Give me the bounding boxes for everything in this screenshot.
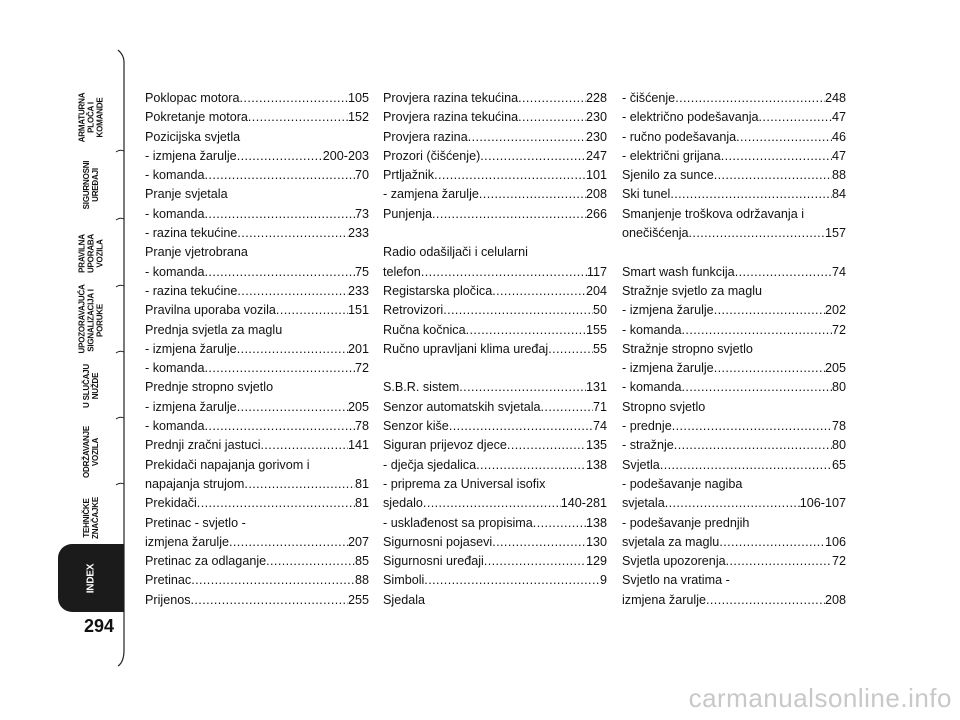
index-entry xyxy=(383,301,607,320)
index-entry xyxy=(622,89,846,108)
index-entry xyxy=(622,591,846,610)
tab-label: ODRŽAVANJE VOZILA xyxy=(82,426,100,478)
entry-page-number: 72 xyxy=(831,322,846,337)
entry-page-number: 74 xyxy=(831,264,846,279)
entry-page-number: 135 xyxy=(585,438,607,453)
index-entry xyxy=(622,494,846,513)
tab-label: SIGURNOSNI UREĐAJI xyxy=(82,160,100,210)
index-entry xyxy=(622,456,846,475)
entry-leader-dots xyxy=(244,475,355,494)
tab-tehnicke-znacajke[interactable] xyxy=(58,485,124,551)
entry-term: - komanda xyxy=(145,168,205,183)
index-heading: Radio odašiljači i celularni xyxy=(383,245,528,260)
index-entry xyxy=(383,321,607,340)
entry-page-number: 204 xyxy=(585,283,607,298)
entry-page-number: 201 xyxy=(347,341,369,356)
entry-term: napajanja strujom xyxy=(145,476,245,491)
index-entry xyxy=(145,108,369,127)
entry-term: - ručno podešavanja xyxy=(622,129,737,144)
entry-term: - izmjena žarulje xyxy=(622,361,714,376)
index-entry xyxy=(622,166,846,185)
index-entry xyxy=(622,185,846,204)
entry-page-number: 157 xyxy=(824,226,846,241)
entry-term: - komanda xyxy=(145,206,205,221)
entry-page-number: 141 xyxy=(347,438,369,453)
index-entry xyxy=(622,128,846,147)
index-entry xyxy=(622,378,846,397)
entry-page-number: 155 xyxy=(585,322,607,337)
entry-term: sjedalo xyxy=(383,496,423,511)
entry-leader-dots xyxy=(682,378,832,397)
tab-u-slucaju-nuzde[interactable] xyxy=(58,353,124,419)
entry-term: Senzor kiše xyxy=(383,419,449,434)
entry-term: - komanda xyxy=(622,380,682,395)
entry-term: Siguran prijevoz djece xyxy=(383,438,507,453)
index-entry xyxy=(383,398,607,417)
entry-page-number: 80 xyxy=(831,438,846,453)
index-entry xyxy=(383,263,607,282)
entry-leader-dots xyxy=(518,89,586,108)
entry-term: - električno podešavanja xyxy=(622,110,759,125)
entry-page-number: 88 xyxy=(354,573,369,588)
entry-leader-dots xyxy=(237,398,348,417)
entry-term: Pretinac za odlaganje xyxy=(145,554,267,569)
entry-term: Ručno upravljani klima uređaj xyxy=(383,341,549,356)
entry-term: telefon xyxy=(383,264,421,279)
index-entry xyxy=(145,301,369,320)
chapter-sidebar xyxy=(0,0,130,720)
tab-index[interactable] xyxy=(58,544,124,612)
index-entry xyxy=(383,340,607,359)
entry-page-number: 81 xyxy=(354,496,369,511)
index-entry xyxy=(383,147,607,166)
entry-leader-dots xyxy=(675,89,825,108)
entry-leader-dots xyxy=(726,552,832,571)
entry-page-number: 200-203 xyxy=(322,148,369,163)
index-entry xyxy=(622,301,846,320)
index-entry xyxy=(145,494,369,513)
index-entry xyxy=(145,417,369,436)
index-entry xyxy=(622,147,846,166)
index-entry xyxy=(145,398,369,417)
index-entry xyxy=(383,552,607,571)
index-entry xyxy=(383,128,607,147)
entry-page-number: 138 xyxy=(585,515,607,530)
entry-page-number: 205 xyxy=(347,399,369,414)
entry-leader-dots xyxy=(476,456,586,475)
index-entry xyxy=(622,436,846,455)
entry-term: - razina tekućine xyxy=(145,283,238,298)
entry-leader-dots xyxy=(229,533,348,552)
index-entry xyxy=(622,359,846,378)
entry-leader-dots xyxy=(432,205,586,224)
entry-page-number: 106-107 xyxy=(799,496,846,511)
entry-term: Registarska pločica xyxy=(383,283,493,298)
index-entry xyxy=(622,533,846,552)
entry-leader-dots xyxy=(735,263,832,282)
entry-term: - izmjena žarulje xyxy=(145,341,237,356)
entry-leader-dots xyxy=(714,301,825,320)
entry-page-number: 78 xyxy=(831,419,846,434)
entry-leader-dots xyxy=(548,340,593,359)
entry-term: - komanda xyxy=(145,264,205,279)
entry-leader-dots xyxy=(541,398,593,417)
entry-page-number: 84 xyxy=(831,187,846,202)
entry-leader-dots xyxy=(240,89,348,108)
entry-leader-dots xyxy=(484,552,586,571)
index-entry xyxy=(383,533,607,552)
index-heading: - priprema za Universal isofix xyxy=(383,476,546,491)
entry-term: Simboli xyxy=(383,573,425,588)
entry-page-number: 75 xyxy=(354,264,369,279)
entry-leader-dots xyxy=(466,321,586,340)
index-entry xyxy=(383,417,607,436)
index-entry xyxy=(622,417,846,436)
entry-leader-dots xyxy=(205,417,355,436)
entry-leader-dots xyxy=(237,224,348,243)
entry-term: Smart wash funkcija xyxy=(622,264,735,279)
index-heading: - podešavanje nagiba xyxy=(622,476,743,491)
entry-leader-dots xyxy=(492,282,586,301)
entry-leader-dots xyxy=(479,185,586,204)
entry-page-number: 106 xyxy=(824,534,846,549)
entry-page-number: 151 xyxy=(347,303,369,318)
tab-label: U SLUČAJU NUŽDE xyxy=(82,364,100,408)
entry-term: - izmjena žarulje xyxy=(622,303,714,318)
entry-page-number: 47 xyxy=(831,110,846,125)
entry-page-number: 248 xyxy=(824,91,846,105)
entry-page-number: 228 xyxy=(585,91,607,105)
tab-armaturna-ploca[interactable] xyxy=(58,84,124,150)
entry-term: Sjenilo za sunce xyxy=(622,168,714,183)
entry-leader-dots xyxy=(672,417,832,436)
entry-term: - čišćenje xyxy=(622,91,676,105)
index-entry xyxy=(383,456,607,475)
entry-leader-dots xyxy=(674,436,832,455)
index-entry xyxy=(145,166,369,185)
entry-page-number: 71 xyxy=(592,399,607,414)
entry-term: Senzor automatskih svjetala xyxy=(383,399,541,414)
entry-gap xyxy=(383,359,607,378)
entry-page-number: 88 xyxy=(831,168,846,183)
index-entry xyxy=(145,571,369,590)
index-entry xyxy=(145,340,369,359)
index-column-3 xyxy=(622,89,846,610)
index-entry xyxy=(145,436,369,455)
entry-leader-dots xyxy=(736,128,832,147)
entry-page-number: 78 xyxy=(354,419,369,434)
entry-page-number: 202 xyxy=(824,303,846,318)
entry-term: Prekidači xyxy=(145,496,197,511)
entry-leader-dots xyxy=(507,436,586,455)
entry-term: svjetala xyxy=(622,496,665,511)
index-heading: - podešavanje prednjih xyxy=(622,515,750,530)
entry-leader-dots xyxy=(248,108,348,127)
entry-term: Provjera razina tekućina xyxy=(383,91,519,105)
entry-leader-dots xyxy=(682,321,832,340)
entry-leader-dots xyxy=(459,378,586,397)
index-entry xyxy=(145,533,369,552)
entry-term: svjetala za maglu xyxy=(622,534,720,549)
entry-leader-dots xyxy=(197,494,355,513)
entry-page-number: 131 xyxy=(585,380,607,395)
entry-term: Prijenos xyxy=(145,592,191,607)
entry-gap xyxy=(622,243,846,262)
entry-term: Sigurnosni pojasevi xyxy=(383,534,493,549)
entry-leader-dots xyxy=(670,185,832,204)
index-entry xyxy=(383,166,607,185)
entry-leader-dots xyxy=(423,494,561,513)
entry-term: - zamjena žarulje xyxy=(383,187,479,202)
index-entry xyxy=(383,571,607,590)
entry-term: - električni grijana xyxy=(622,148,721,163)
index-entry xyxy=(622,263,846,282)
entry-term: onečišćenja xyxy=(622,226,689,241)
tab-label: ARMATURNA PLOČA I KOMANDE xyxy=(77,92,105,142)
entry-term: Provjera razina tekućina xyxy=(383,110,519,125)
entry-term: - usklađenost sa propisima xyxy=(383,515,533,530)
entry-page-number: 105 xyxy=(347,91,369,105)
entry-leader-dots xyxy=(518,108,586,127)
entry-page-number: 230 xyxy=(585,110,607,125)
index-heading: Svjetlo na vratima - xyxy=(622,573,730,588)
entry-page-number: 72 xyxy=(831,554,846,569)
entry-page-number: 72 xyxy=(354,361,369,376)
entry-term: Pokretanje motora xyxy=(145,110,248,125)
entry-leader-dots xyxy=(237,340,348,359)
index-heading: Prednja svjetla za maglu xyxy=(145,322,283,337)
entry-leader-dots xyxy=(492,533,586,552)
entry-page-number: 47 xyxy=(831,148,846,163)
entry-term: Poklopac motora xyxy=(145,91,240,105)
tab-sigurnosni-uredaji[interactable] xyxy=(58,152,124,218)
index-entry xyxy=(383,494,607,513)
entry-leader-dots xyxy=(449,417,593,436)
entry-term: Pravilna uporaba vozila xyxy=(145,303,276,318)
entry-term: S.B.R. sistem xyxy=(383,380,460,395)
entry-page-number: 81 xyxy=(354,476,369,491)
index-heading: Stropno svjetlo xyxy=(622,399,706,414)
entry-leader-dots xyxy=(191,571,355,590)
entry-leader-dots xyxy=(205,359,355,378)
index-heading: Smanjenje troškova održavanja i xyxy=(622,206,805,221)
index-entry xyxy=(145,591,369,610)
index-entry xyxy=(145,147,369,166)
entry-page-number: 55 xyxy=(592,341,607,356)
index-entry xyxy=(145,89,369,108)
entry-page-number: 266 xyxy=(585,206,607,221)
index-entry xyxy=(383,514,607,533)
index-entry xyxy=(145,205,369,224)
entry-page-number: 65 xyxy=(831,457,846,472)
entry-page-number: 50 xyxy=(592,303,607,318)
index-heading: Pranje vjetrobrana xyxy=(145,245,248,260)
entry-page-number: 205 xyxy=(824,361,846,376)
entry-leader-dots xyxy=(689,224,825,243)
entry-leader-dots xyxy=(205,166,355,185)
entry-page-number: 138 xyxy=(585,457,607,472)
index-heading: Pozicijska svjetla xyxy=(145,129,241,144)
index-heading: Sjedala xyxy=(383,592,426,607)
index-column-2 xyxy=(383,89,607,610)
entry-term: - prednje xyxy=(622,419,672,434)
entry-leader-dots xyxy=(721,147,832,166)
index-heading: Pretinac - svjetlo - xyxy=(145,515,246,530)
entry-leader-dots xyxy=(665,494,800,513)
entry-page-number: 70 xyxy=(354,168,369,183)
entry-term: Ručna kočnica xyxy=(383,322,466,337)
entry-term: Retrovizori xyxy=(383,303,444,318)
index-entry xyxy=(622,108,846,127)
entry-term: Prtljažnik xyxy=(383,168,435,183)
entry-leader-dots xyxy=(424,571,600,590)
entry-leader-dots xyxy=(443,301,593,320)
entry-term: Svjetla xyxy=(622,457,660,472)
entry-page-number: 233 xyxy=(347,283,369,298)
entry-page-number: 233 xyxy=(347,226,369,241)
watermark: carmanualsonline.info xyxy=(688,683,952,713)
entry-page-number: 130 xyxy=(585,534,607,549)
entry-leader-dots xyxy=(266,552,355,571)
entry-leader-dots xyxy=(468,128,586,147)
index-entry xyxy=(145,282,369,301)
index-heading: Prekidači napajanja gorivom i xyxy=(145,457,310,472)
index-entry xyxy=(383,185,607,204)
entry-term: izmjena žarulje xyxy=(622,592,706,607)
entry-page-number: 9 xyxy=(599,573,607,588)
entry-leader-dots xyxy=(237,282,348,301)
index-entry xyxy=(145,475,369,494)
entry-leader-dots xyxy=(759,108,832,127)
tab-label: UPOZORAVAJUĆA SIGNALIZACIJA I PORUKE xyxy=(77,283,105,353)
entry-term: izmjena žarulje xyxy=(145,534,229,549)
index-entry xyxy=(145,263,369,282)
entry-leader-dots xyxy=(276,301,348,320)
entry-term: - dječja sjedalica xyxy=(383,457,477,472)
entry-leader-dots xyxy=(714,359,825,378)
entry-leader-dots xyxy=(434,166,586,185)
entry-page-number: 117 xyxy=(586,264,607,279)
entry-leader-dots xyxy=(191,591,348,610)
index-entry xyxy=(383,378,607,397)
tab-odrzavanje-vozila[interactable] xyxy=(58,419,124,485)
tab-label: PRAVILNA UPORABA VOZILA xyxy=(77,233,105,273)
entry-page-number: 101 xyxy=(585,168,607,183)
entry-leader-dots xyxy=(261,436,348,455)
entry-term: Provjera razina xyxy=(383,129,468,144)
entry-page-number: 46 xyxy=(831,129,846,144)
entry-leader-dots xyxy=(719,533,825,552)
entry-page-number: 208 xyxy=(585,187,607,202)
entry-term: - izmjena žarulje xyxy=(145,148,237,163)
entry-term: - izmjena žarulje xyxy=(145,399,237,414)
entry-term: - razina tekućine xyxy=(145,226,238,241)
index-heading: Stražnje stropno svjetlo xyxy=(622,341,753,356)
entry-leader-dots xyxy=(205,205,355,224)
entry-page-number: 247 xyxy=(585,148,607,163)
entry-term: Svjetla upozorenja xyxy=(622,554,726,569)
tab-label: TEHNIČKE ZNAČAJKE xyxy=(82,497,100,539)
index-heading: Stražnje svjetlo za maglu xyxy=(622,283,762,298)
entry-term: Pretinac xyxy=(145,573,192,588)
entry-leader-dots xyxy=(706,591,825,610)
entry-term: - komanda xyxy=(145,361,205,376)
entry-leader-dots xyxy=(480,147,586,166)
page-number: 294 xyxy=(84,616,115,636)
entry-page-number: 230 xyxy=(585,129,607,144)
entry-page-number: 207 xyxy=(347,534,369,549)
entry-term: Punjenja xyxy=(383,206,433,221)
tab-pravilna-uporaba[interactable] xyxy=(58,220,124,286)
index-entry xyxy=(145,359,369,378)
entry-gap xyxy=(383,224,607,243)
entry-page-number: 208 xyxy=(824,592,846,607)
entry-leader-dots xyxy=(237,147,323,166)
entry-term: Sigurnosni uređaji xyxy=(383,554,484,569)
entry-page-number: 73 xyxy=(354,206,369,221)
entry-term: - komanda xyxy=(622,322,682,337)
entry-page-number: 80 xyxy=(831,380,846,395)
entry-page-number: 152 xyxy=(347,110,369,125)
index-entry xyxy=(622,224,846,243)
index-entry xyxy=(383,282,607,301)
index-entry xyxy=(383,205,607,224)
entry-leader-dots xyxy=(421,263,587,282)
index-entry xyxy=(622,321,846,340)
index-heading: Pranje svjetala xyxy=(145,187,228,202)
entry-term: - komanda xyxy=(145,419,205,434)
tab-upozoravajuca-signalizacija[interactable] xyxy=(58,283,124,353)
entry-leader-dots xyxy=(205,263,355,282)
index-heading: Prednje stropno svjetlo xyxy=(145,380,274,395)
index-entry xyxy=(383,108,607,127)
entry-leader-dots xyxy=(660,456,832,475)
entry-leader-dots xyxy=(714,166,832,185)
entry-term: Prozori (čišćenje) xyxy=(383,148,481,163)
index-entry xyxy=(383,89,607,108)
index-entry xyxy=(622,552,846,571)
entry-term: Ski tunel xyxy=(622,187,671,202)
tab-label: INDEX xyxy=(85,563,97,593)
index-entry xyxy=(383,436,607,455)
entry-term: - stražnje xyxy=(622,438,674,453)
entry-page-number: 140-281 xyxy=(560,496,607,511)
index-entry xyxy=(145,224,369,243)
entry-term: Prednji zračni jastuci xyxy=(145,438,261,453)
entry-page-number: 255 xyxy=(347,592,369,607)
entry-leader-dots xyxy=(533,514,586,533)
entry-page-number: 74 xyxy=(592,419,607,434)
index-column-1 xyxy=(145,89,369,610)
index-entry xyxy=(145,552,369,571)
entry-page-number: 129 xyxy=(585,554,607,569)
entry-page-number: 85 xyxy=(354,554,369,569)
